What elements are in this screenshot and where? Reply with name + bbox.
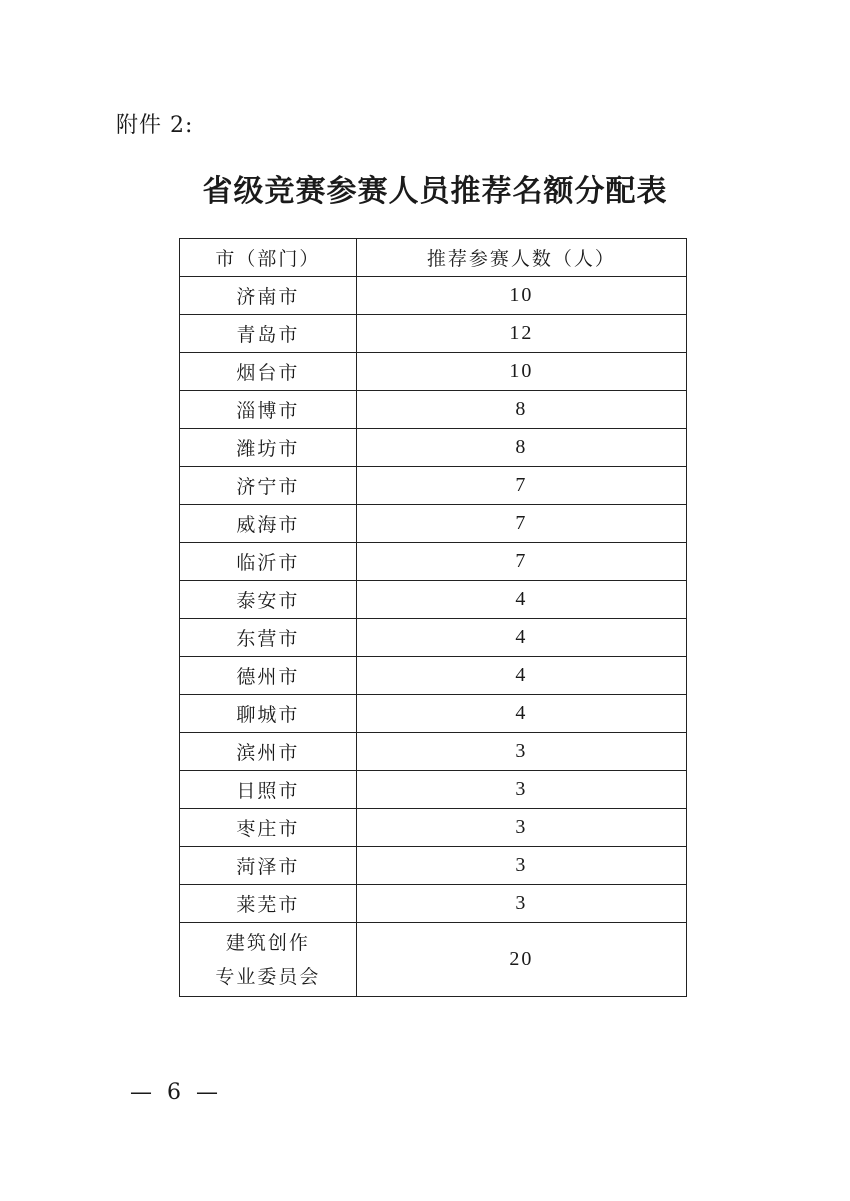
city-cell: 淄博市 [180,391,357,429]
table-header-row [180,239,687,277]
page-title: 省级竞赛参赛人员推荐名额分配表 [202,174,668,209]
count-cell: 3 [356,847,686,885]
table-row [180,277,687,315]
city-cell: 莱芜市 [180,885,357,923]
count-cell: 7 [356,467,686,505]
count-cell: 7 [356,543,686,581]
committee-line-2: 专业委员会 [215,965,321,988]
table-row [180,315,687,353]
city-cell: 菏泽市 [180,847,357,885]
table-row [180,885,687,923]
table-row [180,847,687,885]
table-row [180,619,687,657]
count-cell: 4 [356,657,686,695]
count-cell: 12 [356,315,686,353]
table-row [180,771,687,809]
count-cell: 3 [356,885,686,923]
city-cell: 日照市 [180,771,357,809]
table-row [180,809,687,847]
committee-cell [180,923,357,997]
table-row [180,543,687,581]
city-cell: 烟台市 [180,353,357,391]
city-cell: 枣庄市 [180,809,357,847]
city-cell: 泰安市 [180,581,357,619]
table-row [180,353,687,391]
count-cell: 4 [356,581,686,619]
count-cell: 8 [356,429,686,467]
city-cell: 聊城市 [180,695,357,733]
count-cell: 3 [356,809,686,847]
committee-count-cell: 20 [356,923,686,997]
count-cell: 3 [356,771,686,809]
table-row [180,581,687,619]
city-cell: 临沂市 [180,543,357,581]
city-cell: 青岛市 [180,315,357,353]
count-cell: 3 [356,733,686,771]
count-cell: 10 [356,353,686,391]
committee-line-1: 建筑创作 [225,931,310,954]
city-cell: 东营市 [180,619,357,657]
table-row [180,467,687,505]
header-count: 推荐参赛人数（人） [356,239,686,277]
city-cell: 潍坊市 [180,429,357,467]
count-cell: 10 [356,277,686,315]
count-cell: 4 [356,619,686,657]
city-cell: 滨州市 [180,733,357,771]
table-row [180,733,687,771]
page-number: — 6 — [130,1080,222,1105]
table-row-committee [180,923,687,997]
table-row [180,391,687,429]
table-row [180,695,687,733]
quota-table [179,238,687,997]
table-row [180,505,687,543]
city-cell: 威海市 [180,505,357,543]
header-city: 市（部门） [180,239,357,277]
city-cell: 济宁市 [180,467,357,505]
table-row [180,429,687,467]
city-cell: 济南市 [180,277,357,315]
count-cell: 7 [356,505,686,543]
city-cell: 德州市 [180,657,357,695]
count-cell: 8 [356,391,686,429]
count-cell: 4 [356,695,686,733]
table-row [180,657,687,695]
attachment-label: 附件 2: [116,113,194,138]
